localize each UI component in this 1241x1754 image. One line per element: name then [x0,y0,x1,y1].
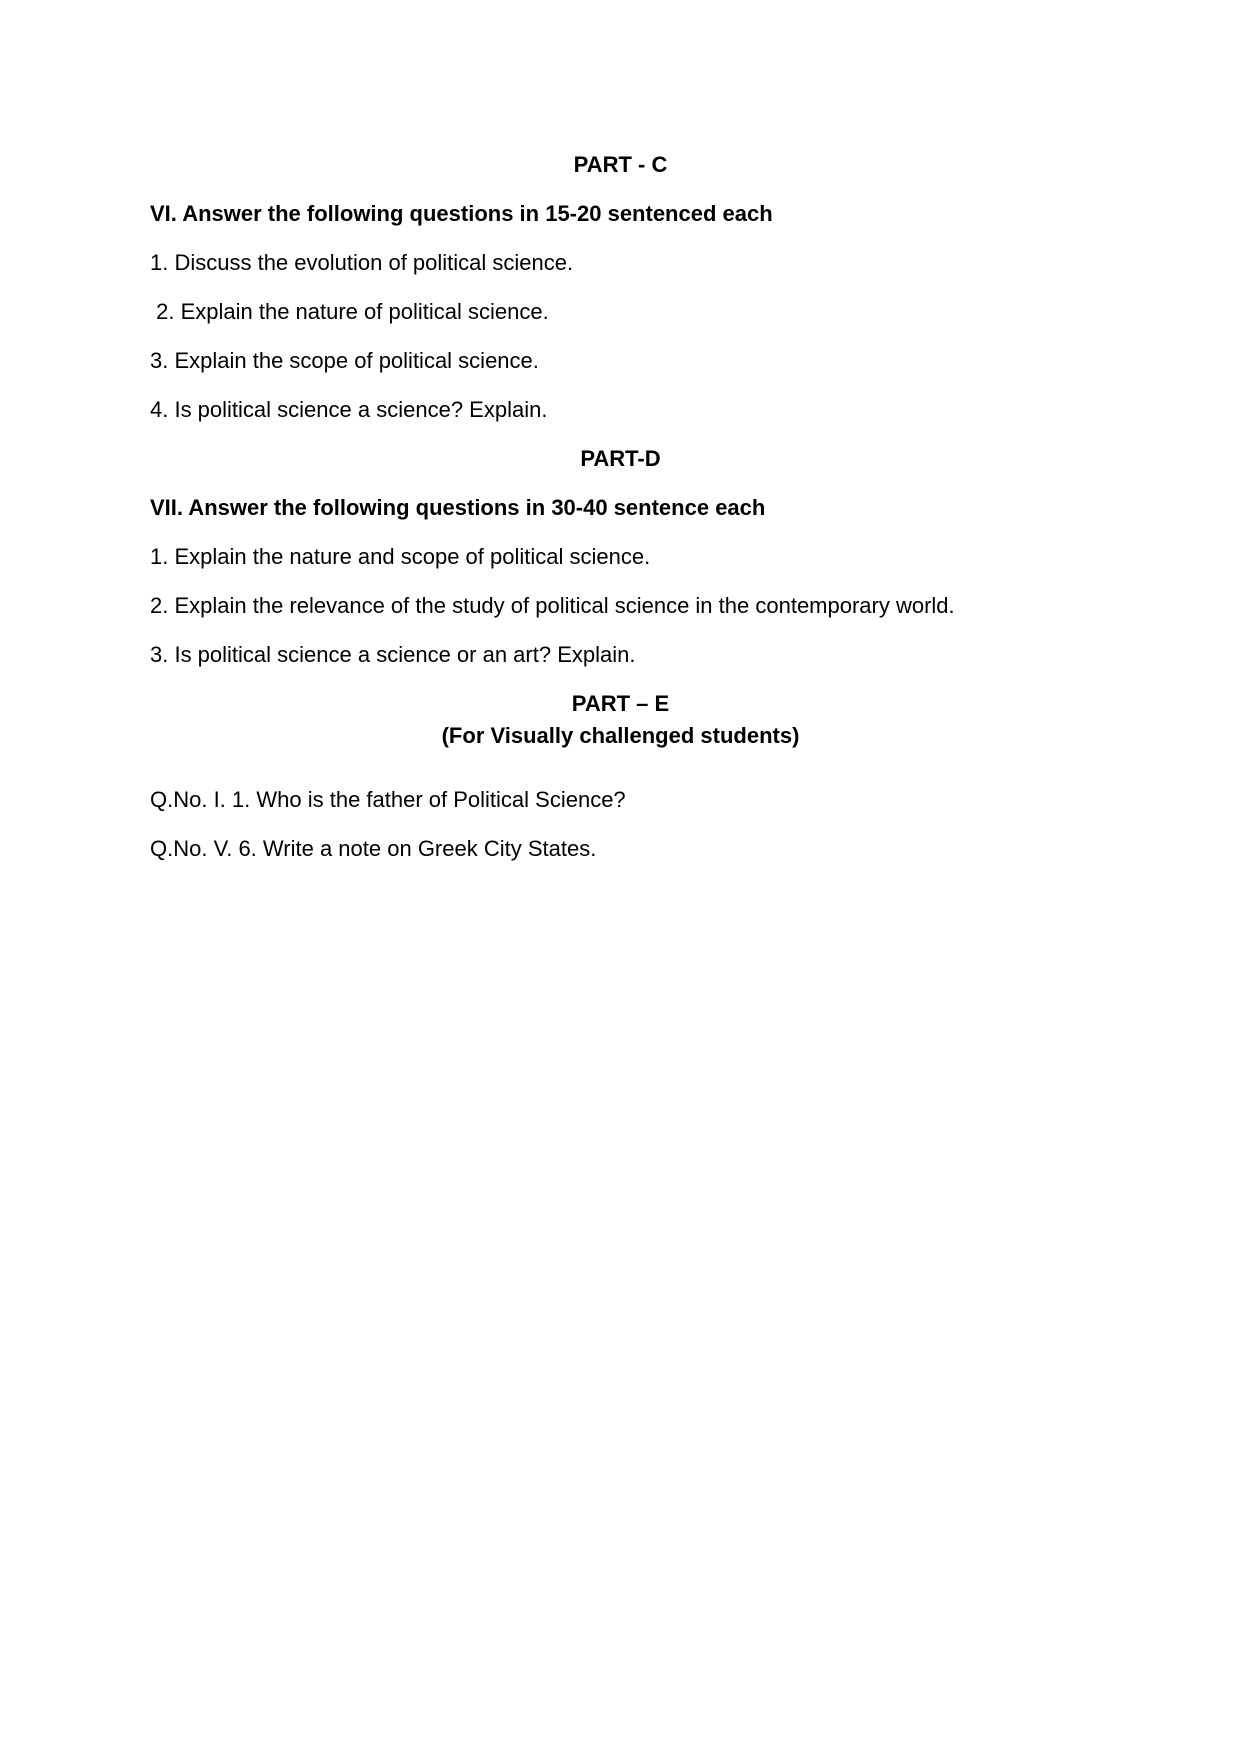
part-d-question-3: 3. Is political science a science or an art? Explain. [150,642,636,667]
part-c-question-1: 1. Discuss the evolution of political science. [150,250,574,275]
part-d-question-2: 2. Explain the relevance of the study of political science in the contemporary world. [150,593,955,618]
part-e-question-1: Q.No. I. 1. Who is the father of Political Science? [150,787,626,812]
part-c-question-2: 2. Explain the nature of political science. [150,299,549,324]
part-d-heading: PART-D [580,446,661,471]
part-c-question-3: 3. Explain the scope of political science. [150,348,539,373]
part-c-heading: PART - C [573,152,668,177]
part-c-question-4: 4. Is political science a science? Explain. [150,397,548,422]
part-c-instruction: VI. Answer the following questions in 15-20 sentenced each [150,201,773,226]
part-d-question-1: 1. Explain the nature and scope of political science. [150,544,651,569]
part-e-question-2: Q.No. V. 6. Write a note on Greek City States. [150,836,597,861]
part-e-heading: PART – E [571,691,670,716]
part-e-subheading: (For Visually challenged students) [441,723,800,748]
part-d-instruction: VII. Answer the following questions in 30-40 sentence each [150,495,766,520]
